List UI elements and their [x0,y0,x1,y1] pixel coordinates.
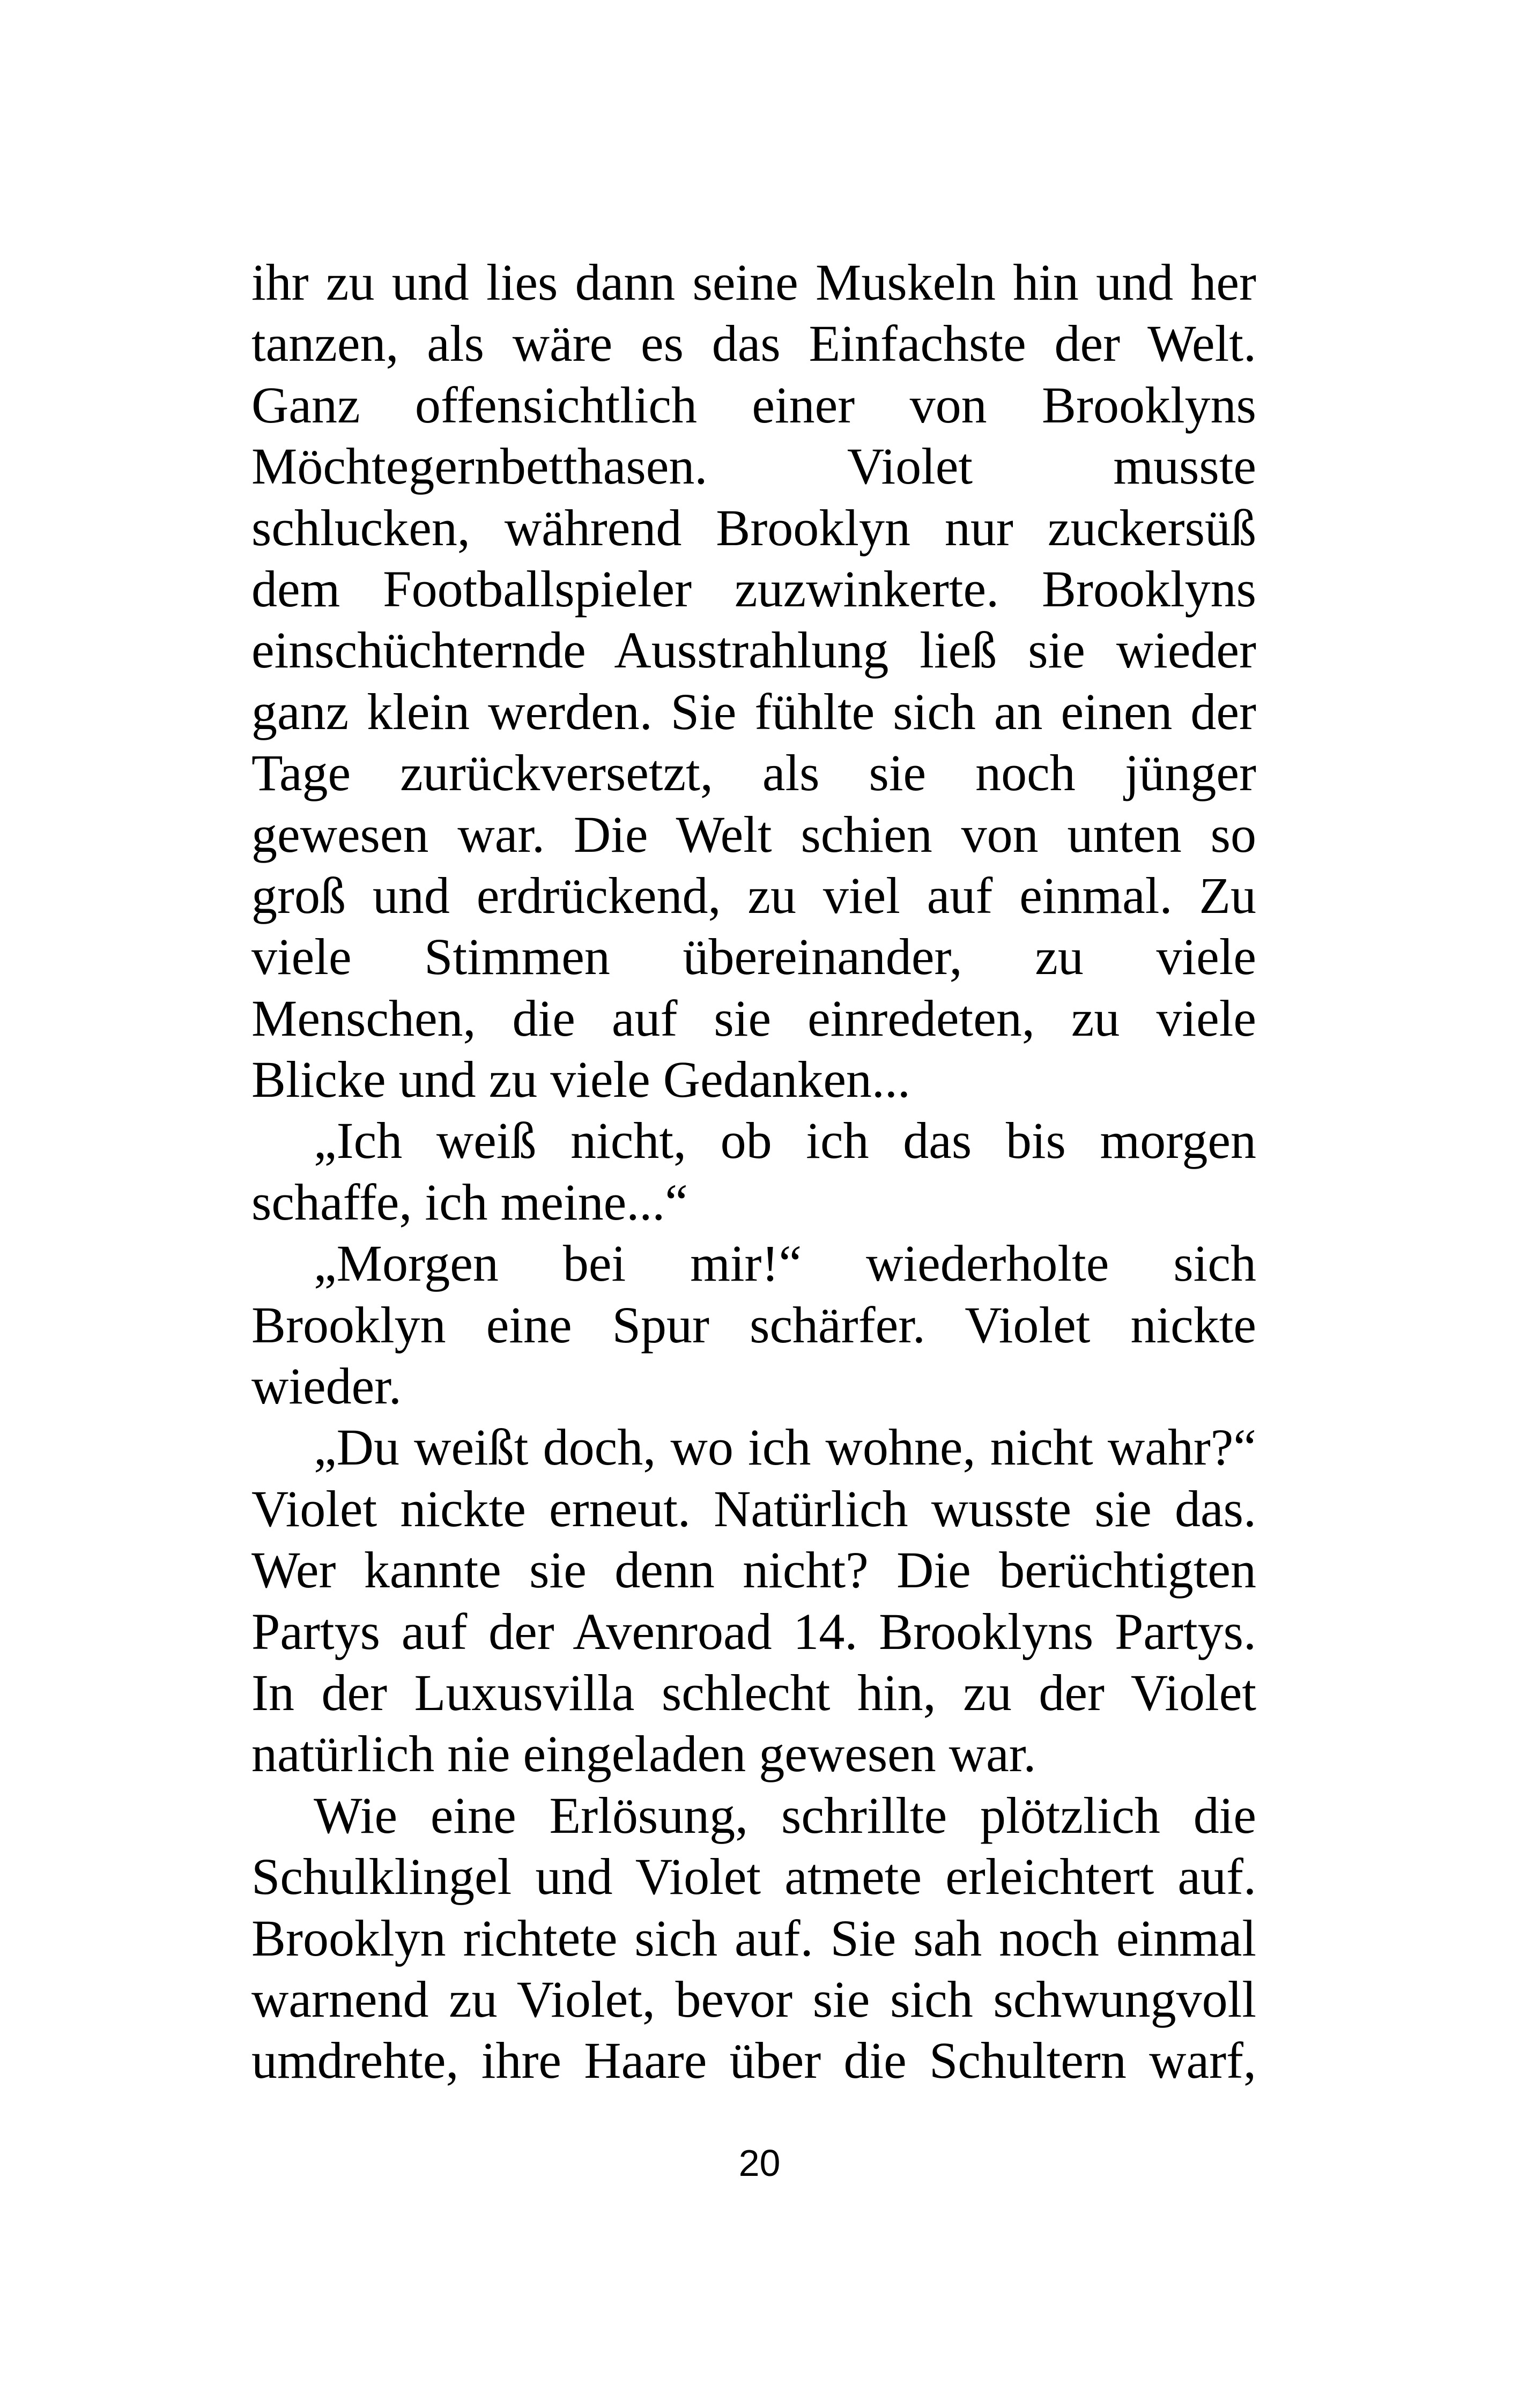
text-line: Tage zurückversetzt, als sie noch jünger [251,744,1256,802]
body-text [251,252,1256,2092]
text-line: warnend zu Violet, bevor sie sich schwungvoll [251,1970,1256,2028]
text-line: Blicke und zu viele Gedanken... [251,1051,910,1109]
text-line: Brooklyn eine Spur schärfer. Violet nickte [251,1296,1256,1354]
text-line: Wer kannte sie denn nicht? Die berüchtigten [251,1541,1256,1599]
text-line: einschüchternde Ausstrahlung ließ sie wieder [251,621,1256,679]
text-line: „Ich weiß nicht, ob ich das bis morgen [314,1112,1256,1170]
text-line: In der Luxusvilla schlecht hin, zu der Violet [251,1663,1256,1721]
text-line: schaffe, ich meine...“ [251,1173,688,1231]
text-line: „Morgen bei mir!“ wiederholte sich [314,1235,1256,1292]
text-line: Möchtegernbetthasen. Violet musste [251,437,1256,495]
text-line: Wie eine Erlösung, schrillte plötzlich die [314,1786,1256,1844]
text-line: viele Stimmen übereinander, zu viele [251,928,1256,986]
text-line: groß und erdrückend, zu viel auf einmal. Zu [251,866,1256,924]
text-line: dem Footballspieler zuzwinkerte. Brooklyns [251,560,1256,618]
text-line: „Du weißt doch, wo ich wohne, nicht wahr?“ [314,1418,1256,1476]
text-line: ganz klein werden. Sie fühlte sich an einen der [251,682,1256,740]
text-line: schlucken, während Brooklyn nur zuckersüß [251,499,1256,556]
text-line: ihr zu und lies dann seine Muskeln hin und her [251,254,1256,311]
text-line: tanzen, als wäre es das Einfachste der Welt. [251,315,1256,373]
text-line: Ganz offensichtlich einer von Brooklyns [251,376,1256,434]
text-line: wieder. [251,1357,402,1415]
text-line: Schulklingel und Violet atmete erleichtert auf. [251,1848,1256,1906]
text-line: Menschen, die auf sie einredeten, zu viele [251,989,1256,1047]
page-number: 20 [738,2142,781,2184]
text-line: Partys auf der Avenroad 14. Brooklyns Partys. [251,1602,1256,1660]
text-line: gewesen war. Die Welt schien von unten so [251,805,1256,863]
text-line: Violet nickte erneut. Natürlich wusste sie das. [251,1480,1256,1537]
text-line: umdrehte, ihre Haare über die Schultern warf, [251,2032,1256,2090]
text-line: natürlich nie eingeladen gewesen war. [251,1725,1036,1783]
text-line: Brooklyn richtete sich auf. Sie sah noch einmal [251,1909,1256,1967]
